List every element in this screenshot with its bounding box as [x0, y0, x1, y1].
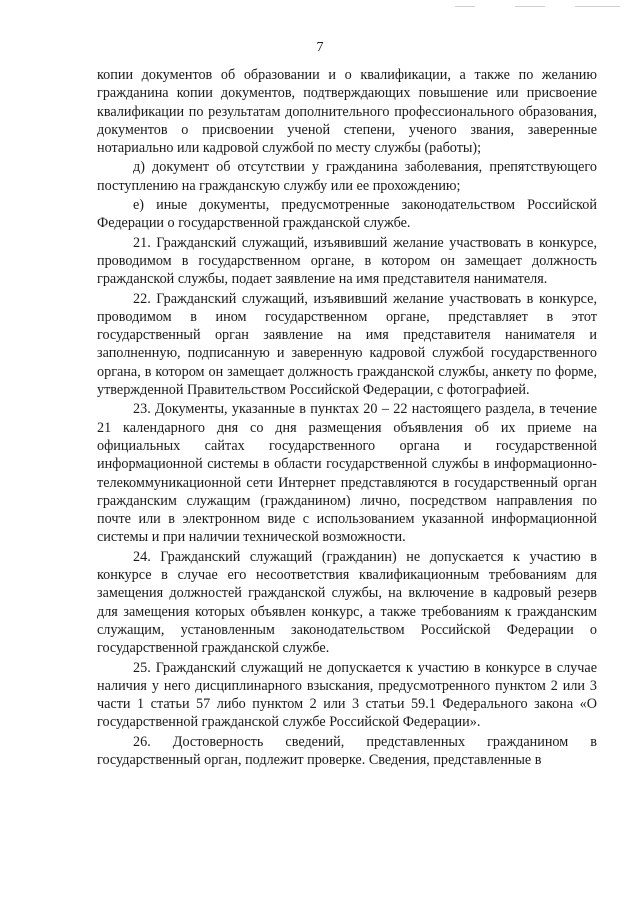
paragraph-21: 21. Гражданский служащий, изъявивший желание участвовать в конкурсе, проводимом в государственном органе, в котором он замещает должность гражданской службы, подает заявление на имя представителя нанимателя. [97, 234, 597, 288]
scan-artifact-line [515, 6, 545, 7]
paragraph-24: 24. Гражданский служащий (гражданин) не допускается к участию в конкурсе в случае его несоответствия квалификационным требованиям для замещения должностей гражданской службы, на включение в кадровый резерв для замещения которых объявлен конкурс, а также требованиям к гражданским служащим, установленным законодательством Российской Федерации о государственной гражданской службе. [97, 548, 597, 657]
scan-artifact-line [575, 6, 620, 7]
paragraph-25: 25. Гражданский служащий не допускается к участию в конкурсе в случае наличия у него дисциплинарного взыскания, предусмотренного пунктом 2 или 3 части 1 статьи 57 либо пунктом 2 или 3 статьи 59.1 Федерального закона «О государственной гражданской службе Российской Федерации». [97, 659, 597, 731]
document-body [97, 66, 597, 770]
paragraph-item-e: е) иные документы, предусмотренные законодательством Российской Федерации о государственной гражданской службе. [97, 197, 597, 232]
paragraph-26: 26. Достоверность сведений, представленных гражданином в государственный орган, подлежит проверке. Сведения, представленные в [97, 733, 597, 768]
page-number: 7 [316, 40, 324, 55]
paragraph-continuation: копии документов об образовании и о квалификации, а также по желанию гражданина копии документов, подтверждающих повышение или присвоение квалификации по результатам дополнительного профессионального образования, документов о присвоении ученой степени, ученого звания, заверенные нотариально или кадровой службой по месту службы (работы); [97, 67, 597, 157]
paragraph-item-d: д) документ об отсутствии у гражданина заболевания, препятствующего поступлению на гражданскую службу или ее прохождению; [97, 159, 597, 194]
scan-artifact-line [455, 6, 475, 7]
paragraph-22: 22. Гражданский служащий, изъявивший желание участвовать в конкурсе, проводимом в ином государственном органе, представляет в этот государственный орган заявление на имя представителя нанимателя и заполненную, подписанную и заверенную кадровой службой государственного органа, в котором он замещает должность гражданской службы, анкету по форме, утвержденной Правительством Российской Федерации, с фотографией. [97, 290, 597, 399]
paragraph-23: 23. Документы, указанные в пунктах 20 – 22 настоящего раздела, в течение 21 календарного дня со дня размещения объявления об их приеме на официальных сайтах государственного органа и государственной информационной системы в области государственной службы в информационно-телекоммуникационной сети Интернет представляются в государственный орган гражданским служащим (гражданином) лично, посредством направления по почте или в электронном виде с использованием указанной информационной системы и при наличии технической возможности. [97, 401, 597, 546]
